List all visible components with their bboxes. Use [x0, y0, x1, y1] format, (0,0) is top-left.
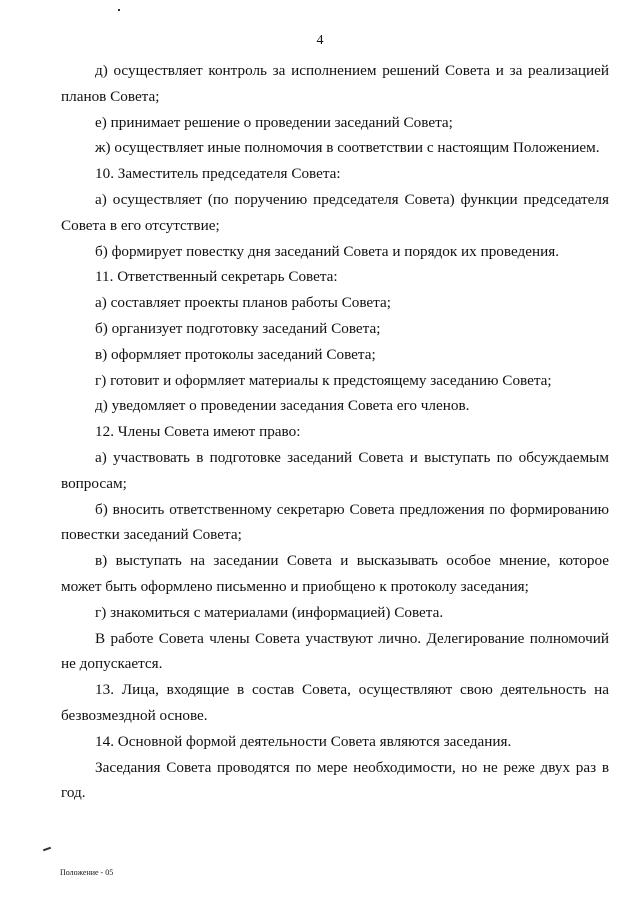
paragraph: е) принимает решение о проведении заседаний Совета; — [95, 113, 453, 131]
paragraph: б) формирует повестку дня заседаний Совета и порядок их проведения. — [95, 242, 560, 260]
paragraph: б) организует подготовку заседаний Совета; — [95, 319, 381, 337]
paragraph: а) осуществляет (по поручению председателя Совета) функции председателя Совета в его отсутствие; — [61, 190, 609, 234]
footer-label: Положение - 05 — [60, 868, 114, 877]
paragraph: д) осуществляет контроль за исполнением решений Совета и за реализацией планов Совета; — [61, 62, 609, 105]
paragraph: г) готовит и оформляет материалы к предстоящему заседанию Совета; — [95, 371, 552, 389]
paragraph: 14. Основной формой деятельности Совета являются заседания. — [95, 732, 512, 750]
page-number: 4 — [316, 33, 324, 48]
paragraph: Заседания Совета проводятся по мере необходимости, но не реже двух раз в год. — [61, 758, 609, 802]
paragraph: г) знакомиться с материалами (информацией) Совета. — [95, 603, 444, 621]
paragraph: ж) осуществляет иные полномочия в соответствии с настоящим Положением. — [95, 139, 600, 157]
paragraph: 10. Заместитель председателя Совета: — [95, 165, 341, 183]
paragraph: д) уведомляет о проведении заседания Совета его членов. — [95, 397, 470, 415]
paragraph: в) выступать на заседании Совета и высказывать особое мнение, которое может быть оформлено письменно и приобщено к протоколу заседания; — [61, 552, 609, 595]
paragraph: б) вносить ответственному секретарю Совета предложения по формированию повестки заседаний Совета; — [61, 500, 609, 544]
paragraph: а) участвовать в подготовке заседаний Совета и выступать по обсуждаемым вопросам; — [61, 448, 609, 492]
document-body — [61, 58, 609, 806]
paragraph: а) составляет проекты планов работы Совета; — [95, 294, 391, 312]
paragraph: 11. Ответственный секретарь Совета: — [95, 268, 338, 286]
paragraph: В работе Совета члены Совета участвуют лично. Делегирование полномочий не допускается. — [61, 629, 609, 673]
paragraph: 13. Лица, входящие в состав Совета, осуществляют свою деятельность на безвозмездной основе. — [61, 681, 609, 724]
paragraph: в) оформляет протоколы заседаний Совета; — [95, 345, 376, 363]
paragraph: 12. Члены Совета имеют право: — [95, 423, 301, 441]
scan-speck — [118, 9, 120, 11]
scan-speck — [43, 847, 51, 852]
